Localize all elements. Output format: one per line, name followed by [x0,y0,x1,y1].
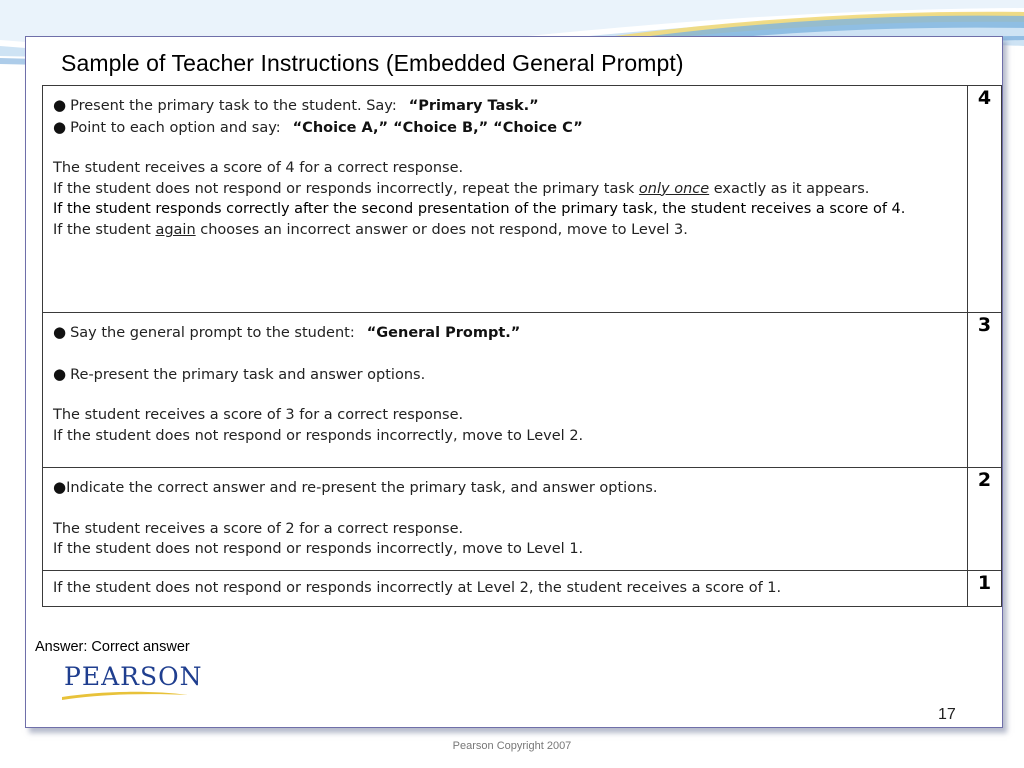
level-4-second-attempt-rule: If the student responds correctly after the second presentation of the primary task, the student receives a score of 4. [53,201,906,218]
level-3-score: 3 [968,313,1002,468]
instructions-table [42,85,1002,607]
list-item [53,364,955,386]
logo-wordmark: PEARSON [64,662,203,691]
level-3-step-1-quote: “General Prompt.” [366,325,521,341]
table-row-level-1 [43,570,1002,607]
level-3-score-rule: The student receives a score of 3 for a correct response. [53,407,464,424]
bullet-icon: ● [53,478,67,496]
level-1-instructions [43,570,968,607]
level-4-repeat-rule-start: If the student does not respond or responds incorrectly, repeat the primary task [53,180,635,197]
level-4-step-1-text: Present the primary task to the student. Say: [70,98,397,114]
answer-label: Answer: Correct answer [35,639,190,655]
level-4-repeat-rule-end: exactly as it appears. [713,180,870,197]
bullet-icon: ● [53,364,67,383]
level-1-score: 1 [968,570,1002,607]
list-item [53,117,955,139]
table-row-level-2 [43,468,1002,571]
table-row-level-3 [43,313,1002,468]
level-3-step-2-text: Re-present the primary task and answer options. [70,366,426,383]
level-4-repeat-rule-emphasis: only once [638,180,710,197]
level-1-score-rule: If the student does not respond or responds incorrectly at Level 2, the student receives a score of 1. [53,579,782,596]
level-4-move-rule-start: If the student [53,221,151,238]
page-number: 17 [938,706,956,723]
footer-copyright: Pearson Copyright 2007 [452,740,572,752]
level-2-score-rule: The student receives a score of 2 for a correct response. [53,520,464,537]
level-4-move-rule [53,220,955,241]
level-4-repeat-rule [53,179,955,200]
level-4-score: 4 [968,86,1002,313]
level-4-score-rule: The student receives a score of 4 for a correct response. [53,160,464,177]
level-4-instructions [43,86,968,313]
level-4-step-2-quote: “Choice A,” “Choice B,” “Choice C” [292,119,583,136]
bullet-icon: ● [53,117,67,136]
logo-swoosh-icon [60,688,190,702]
table-row-level-4 [43,86,1002,313]
pearson-logo [60,661,203,705]
slide-title: Sample of Teacher Instructions (Embedded General Prompt) [61,50,684,76]
list-item [53,95,955,117]
level-3-instructions [43,313,968,468]
level-2-score: 2 [968,468,1002,571]
list-item [53,477,955,499]
level-4-step-1-quote: “Primary Task.” [408,98,539,114]
bullet-icon: ● [53,96,67,114]
list-item [53,322,955,344]
slide-frame [25,36,1003,728]
bullet-icon: ● [53,323,67,341]
level-2-step-1-text: Indicate the correct answer and re-present the primary task, and answer options. [66,480,658,496]
level-4-move-rule-end: chooses an incorrect answer or does not respond, move to Level 3. [200,221,688,238]
level-3-step-1-text: Say the general prompt to the student: [70,325,355,341]
level-4-step-2-text: Point to each option and say: [70,119,281,136]
level-3-move-rule: If the student does not respond or responds incorrectly, move to Level 2. [53,427,584,444]
level-2-move-rule: If the student does not respond or responds incorrectly, move to Level 1. [53,541,584,558]
level-2-instructions [43,468,968,571]
level-4-move-rule-emphasis: again [155,221,196,238]
